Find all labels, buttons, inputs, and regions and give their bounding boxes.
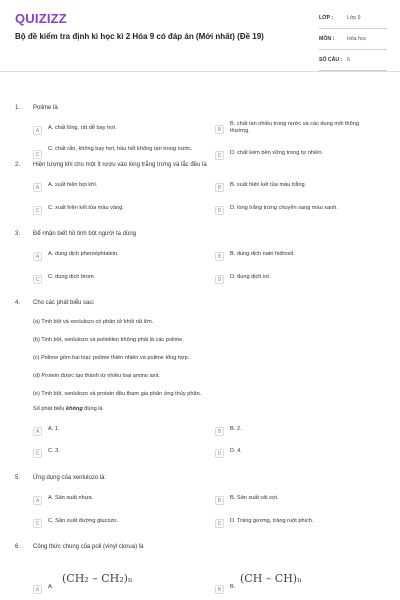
statement-a: (a) Tinh bột và xenlulozo có phân tử khối rất lớn. [33,319,154,325]
option-text: B. [230,584,236,590]
option-badge: C [33,150,42,159]
option-badge: A [33,183,42,192]
worksheet-header [0,0,400,71]
question-text: Để nhận biết hồ tinh bột người ta dùng [33,231,137,237]
option-text: A. [48,584,54,590]
option-a[interactable] [33,182,97,192]
meta-row-grade [319,8,387,29]
prompt-text: đúng là [82,406,103,412]
option-badge: B [215,183,224,192]
option-d[interactable] [215,448,242,458]
meta-value: Hóa học [347,36,367,42]
statement-d: (d) Protein được tạo thành từ nhiều loại amino axit. [33,373,160,379]
option-b[interactable] [215,584,235,594]
option-d[interactable] [215,205,338,215]
option-badge: C [33,275,42,284]
option-badge: C [33,449,42,458]
option-text: B. chất tan nhiều trong nước và các dung môi thông thường. [230,121,360,134]
meta-value: Lớp 9 [347,15,361,21]
option-badge: A [33,427,42,436]
option-c[interactable] [33,274,95,284]
option-text: D. 4. [230,448,242,454]
option-badge: B [215,125,224,134]
option-a[interactable] [33,426,60,436]
option-badge: B [215,585,224,594]
formula-a: (CH₂ – CH₂)ₙ [62,572,133,585]
option-badge: B [215,252,224,261]
statement-c: (c) Polime gồm hai loại: polime thiên nhiên và polime tổng hợp. [33,355,190,361]
meta-label: LỚP : [319,15,334,21]
option-badge: D [215,519,224,528]
option-badge: A [33,496,42,505]
option-text: D. lòng trắng trứng chuyển sang màu xanh. [230,205,338,211]
question-text: Polime là [33,105,58,111]
option-text: C. xuất hiện kết tủa màu vàng. [48,205,124,211]
option-text: A. chất lỏng, rất dễ bay hơi. [48,125,117,131]
worksheet-title: Bộ đề kiểm tra định kì học kì 2 Hóa 9 có đáp án (Mới nhất) (Đề 19) [15,32,264,41]
statement-e: (e) Tinh bột, xenlulozo và protein đều tham gia phản ứng thủy phân. [33,391,202,397]
meta-row-question-count [319,50,387,71]
option-text: A. Sản xuất nhựa. [48,495,94,501]
option-a[interactable] [33,251,119,261]
option-c[interactable] [33,205,124,215]
question-number: 2. [15,162,21,168]
statement-b: (b) Tinh bột, xenlulozo và polietilen không phải là các polime. [33,337,184,343]
option-text: B. Sản xuất vải sợi. [230,495,279,501]
question-number: 4. [15,300,21,306]
worksheet-meta [319,8,387,71]
option-d[interactable] [215,274,270,284]
option-b[interactable] [215,495,278,505]
option-text: B. 2. [230,426,242,432]
option-b[interactable] [215,182,306,192]
option-text: A. xuất hiện bọt khí. [48,182,98,188]
option-c[interactable] [33,448,60,458]
option-badge: D [215,151,224,160]
option-text: C. chất rắn, không bay hơi, hầu hết không tan trong nước. [48,146,193,152]
option-c[interactable] [33,518,118,528]
option-badge: A [33,126,42,135]
option-text: B. dung dịch natri hiđroxit. [230,251,295,257]
question-number: 5. [15,475,21,481]
question-prompt [33,406,103,412]
option-text: A. 1. [48,426,60,432]
option-text: D. dung dịch iot. [230,274,271,280]
option-badge: D [215,206,224,215]
option-badge: C [33,206,42,215]
option-b[interactable] [215,426,242,436]
question-number: 6. [15,544,21,550]
option-d[interactable] [215,518,314,528]
option-b[interactable] [215,251,295,261]
option-badge: A [33,252,42,261]
question-number: 1. [15,105,21,111]
question-text: Hiện tượng khi cho một ít rượu vào lòng trắng trứng và lắc đều là [33,162,207,168]
prompt-emphasis: không [65,406,83,412]
question-text: Ứng dụng của xenlulozo là: [33,475,107,481]
option-b[interactable] [215,121,380,135]
option-badge: D [215,449,224,458]
meta-label: MÔN : [319,36,335,42]
option-text: D. Tráng gương, tráng ruột phích. [230,518,314,524]
option-a[interactable] [33,584,53,594]
option-badge: C [33,519,42,528]
option-d[interactable] [215,150,323,160]
question-text: Cho các phát biểu sau: [33,300,95,306]
quizizz-logo: QUIZIZZ [15,11,67,26]
option-text: A. dung dịch phenolphtalein. [48,251,119,257]
option-text: D. chất kém bền vững trong tự nhiên. [230,150,323,156]
meta-value: 6 [347,57,350,63]
option-text: C. 3. [48,448,60,454]
option-badge: A [33,585,42,594]
meta-label: SỐ CÂU : [319,57,343,63]
meta-row-subject [319,29,387,50]
option-c[interactable] [33,146,193,159]
question-text: Công thức chung của poli (vinyl clorua) là [33,544,144,550]
prompt-text: Số phát biểu [33,406,66,412]
option-badge: D [215,275,224,284]
option-badge: B [215,427,224,436]
option-badge: B [215,496,224,505]
question-number: 3. [15,231,21,237]
formula-b: (CH – CH)ₙ [240,572,302,585]
header-divider [0,71,400,72]
option-a[interactable] [33,125,117,135]
option-text: C. Sản xuất đường glucozo. [48,518,118,524]
option-text: C. dung dịch brom. [48,274,96,280]
option-a[interactable] [33,495,93,505]
option-text: B. xuất hiện kết tủa màu trắng. [230,182,307,188]
